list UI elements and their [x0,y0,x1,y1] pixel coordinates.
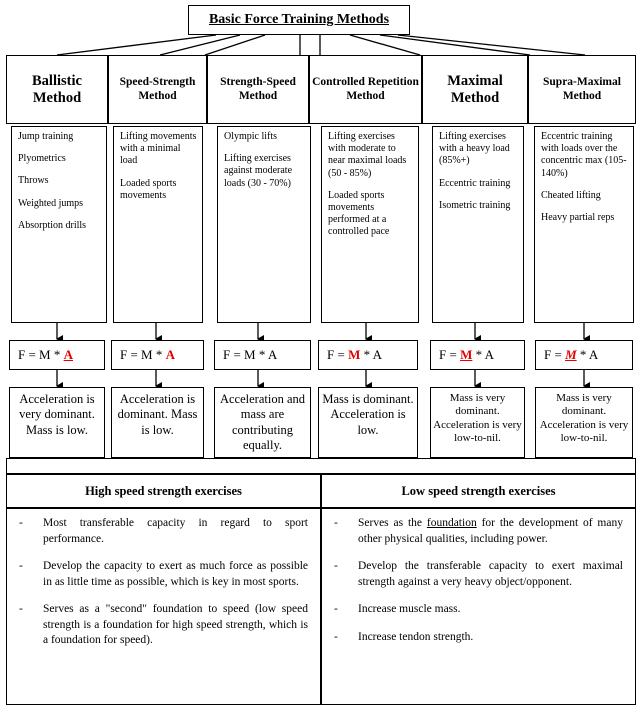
low-speed-list [321,508,636,705]
formula-controlled-repetition [318,340,418,370]
diagram-title: Basic Force Training Methods [208,12,390,27]
list-dash: - [19,603,23,616]
exercise-item: Plyometrics [18,153,66,165]
foundation-link: foundation [426,517,477,529]
method-content-maximal [432,126,524,323]
formula-text: * A [576,347,599,362]
formula-highlight: A [165,347,176,362]
list-dash: - [334,560,338,573]
method-header-controlled-repetition [309,55,422,124]
high-speed-list [6,508,321,705]
exercise-item: Olympic lifts [224,131,278,142]
desc-maximal [430,387,525,458]
desc-supra-maximal [535,387,633,458]
low-speed-heading: Low speed strength exercises [401,483,556,498]
method-header-strength-speed [207,55,309,124]
method-content-speed-strength [113,126,203,323]
exercise-item: Loaded sports movements performed at a controlled pace [328,189,390,238]
method-content-supra-maximal [534,126,634,323]
separator-strip [6,458,636,474]
formula-strength-speed [214,340,311,370]
desc-text: Mass is very dominant. Acceleration is very low-to-nil. [433,392,522,445]
diagram-title-box [188,5,410,35]
desc-text: Acceleration and mass are contributing equally. [219,392,306,452]
exercise-item: Lifting exercises against moderate loads (30 - 70%) [224,153,293,189]
formula-speed-strength [111,340,204,370]
desc-text: Mass is very dominant. Acceleration is very low-to-nil. [539,392,629,445]
method-header-speed-strength [108,55,207,124]
method-content-controlled-repetition [321,126,419,323]
formula-highlight: M [460,347,473,362]
exercise-item: Throws [18,175,49,187]
method-name: Ballistic Method [32,72,82,106]
desc-strength-speed [214,387,311,458]
exercise-item: Cheated lifting [541,189,601,201]
method-content-strength-speed [217,126,311,323]
list-item [334,516,626,547]
formula-text: F = M * A [223,347,278,362]
formula-text: * A [360,347,383,362]
method-header-ballistic [6,55,108,124]
formula-supra-maximal [535,340,633,370]
formula-maximal [430,340,525,370]
list-dash: - [19,517,23,529]
desc-text: Mass is dominant. Acceleration is low. [322,392,414,437]
list-item-text: Most transferable capacity in regard to sport performance. [43,517,308,545]
list-dash: - [334,517,338,529]
method-header-maximal [422,55,528,124]
method-name: Strength-Speed Method [220,76,296,102]
list-item [19,559,308,590]
desc-text: Acceleration is very dominant. Mass is low. [19,392,95,437]
method-name: Speed-Strength Method [119,76,196,102]
list-item-text: Serves as a "second" foundation to speed (low speed strength is a foundation for high speed strength, which is a foundation for speed). [43,603,308,647]
list-item [334,559,623,590]
method-name: Maximal Method [447,72,503,106]
high-speed-heading: High speed strength exercises [85,483,242,498]
formula-highlight: M [565,347,577,362]
high-speed-heading-box [6,474,321,508]
list-item-text: Increase muscle mass. [358,603,461,616]
method-content-ballistic [11,126,107,323]
list-item [19,602,308,649]
list-dash: - [334,630,338,643]
formula-highlight: M [348,347,361,362]
formula-highlight: A [63,347,74,362]
list-item-text: Develop the transferable capacity to exert maximal strength against a very heavy object/opponent. [358,560,623,588]
exercise-item: Jump training [18,131,74,142]
list-item [334,630,623,646]
formula-ballistic [9,340,105,370]
list-item-text: Increase tendon strength. [358,630,474,643]
desc-controlled-repetition [318,387,418,458]
exercise-item: Absorption drills [18,219,87,231]
exercise-item: Loaded sports movements [120,177,177,201]
method-header-supra-maximal [528,55,636,124]
method-name: Supra-Maximal Method [543,76,621,102]
formula-text: F = M * [18,347,64,362]
desc-speed-strength [111,387,204,458]
desc-ballistic [9,387,105,458]
formula-text: F = [439,347,461,362]
exercise-item: Lifting movements with a minimal load [120,131,197,167]
list-item-text: Develop the capacity to exert as much force as possible in as little time as possible, which is key in most sports. [43,560,308,588]
exercise-item: Lifting exercises with a heavy load (85%+) [439,131,510,167]
list-item-text [358,516,626,547]
list-item [334,602,623,618]
exercise-item: Eccentric training [439,177,511,189]
formula-text: * A [472,347,495,362]
exercise-item: Heavy partial reps [541,211,615,223]
list-dash: - [19,560,23,573]
formula-text: F = [327,347,349,362]
exercise-item: Eccentric training with loads over the concentric max (105-140%) [541,131,627,179]
low-speed-heading-box [321,474,636,508]
desc-text: Acceleration is dominant. Mass is low. [117,392,198,437]
method-name: Controlled Repetition Method [312,76,419,102]
list-dash: - [334,603,338,616]
list-item-text-end: for the development of many other physical qualities, including power. [358,517,626,545]
list-item-text-start: Serves as the [358,517,427,529]
formula-text: F = M * [120,347,166,362]
exercise-item: Isometric training [439,199,511,211]
exercise-item: Lifting exercises with moderate to near maximal loads (50 - 85%) [328,131,407,179]
formula-text: F = [544,347,566,362]
exercise-item: Weighted jumps [18,197,84,209]
list-item [19,516,308,547]
